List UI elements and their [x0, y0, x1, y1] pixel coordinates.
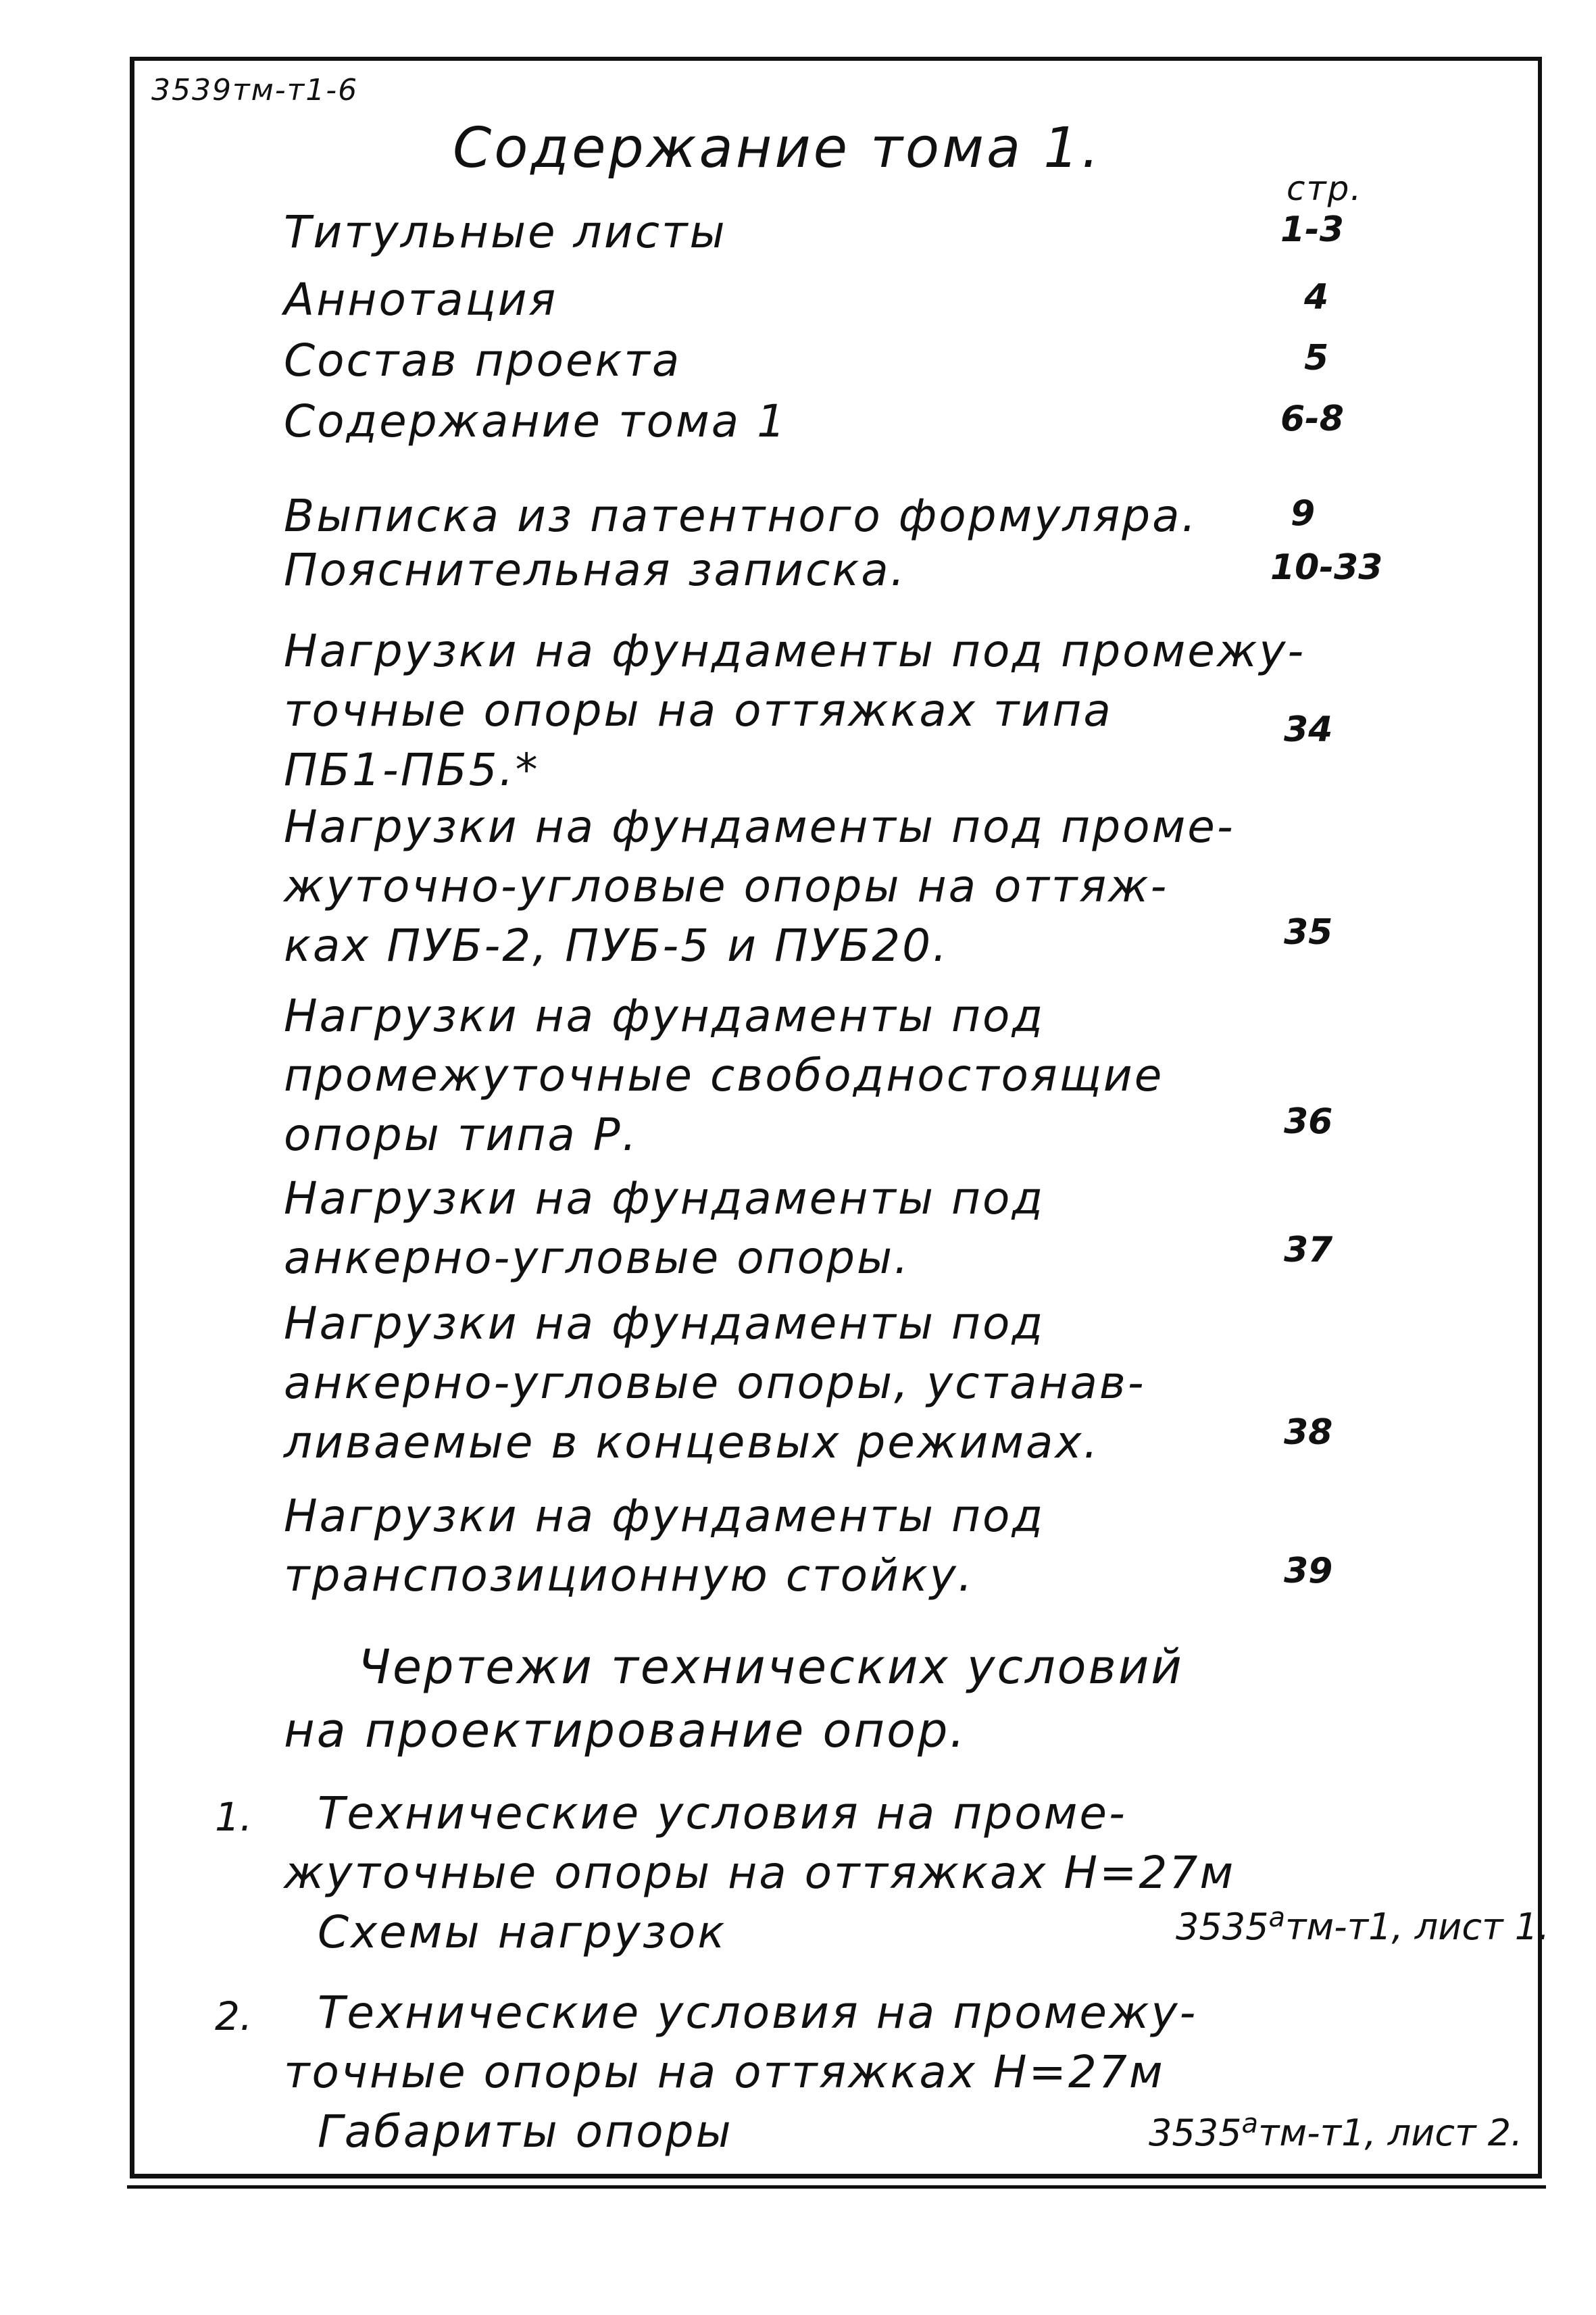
bottom-rule: [127, 2185, 1546, 2189]
tech-item-line: точные опоры на оттяжках H=27м: [284, 2046, 1165, 2098]
sheet-reference-superscript: а: [1241, 2108, 1258, 2139]
sheet-reference-superscript: а: [1268, 1902, 1285, 1933]
toc-entry-page: 10-33: [1270, 547, 1383, 588]
toc-entry: [284, 987, 1164, 1165]
sheet-reference: [1176, 1902, 1549, 1948]
toc-entry-page: 1-3: [1280, 209, 1344, 250]
toc-entry-line: точные опоры на оттяжках типа: [284, 684, 1113, 737]
tech-item: [284, 1983, 1197, 2162]
sheet-reference: [1149, 2108, 1522, 2154]
toc-entry-line: Пояснительная записка.: [284, 544, 907, 596]
section-heading-line: на проектирование опор.: [284, 1703, 967, 1758]
toc-entry-line: промежуточные свободностоящие: [284, 1049, 1164, 1101]
item-number: 1.: [215, 1794, 253, 1840]
toc-entry-page: 6-8: [1280, 399, 1344, 439]
page-column-header: стр.: [1287, 169, 1363, 208]
toc-entry-line: Нагрузки на фундаменты под проме-: [284, 801, 1235, 853]
toc-entry-line: Нагрузки на фундаменты под: [284, 1172, 1045, 1224]
sheet-reference-code: 3535: [1149, 2112, 1242, 2154]
toc-entry: [284, 797, 1235, 976]
sheet-reference-sheet: тм-т1, лист 2.: [1257, 2112, 1523, 2154]
toc-entry-line: анкерно-угловые опоры.: [284, 1232, 911, 1284]
toc-entry-line: Нагрузки на фундаменты под: [284, 990, 1045, 1042]
toc-entry: [284, 1169, 1045, 1288]
toc-entry-page: 34: [1284, 710, 1333, 750]
toc-entry-line: Выписка из патентного формуляра.: [284, 490, 1198, 542]
toc-entry-line: транспозиционную стойку.: [284, 1549, 974, 1601]
toc-entry-line: жуточно-угловые опоры на оттяж-: [284, 860, 1169, 912]
toc-entry-line: Содержание тома 1: [284, 395, 788, 447]
sheet-reference-sheet: тм-т1, лист 1.: [1285, 1906, 1550, 1948]
toc-entry: [284, 622, 1305, 800]
toc-entry-page: 37: [1284, 1230, 1333, 1270]
toc-entry-line: анкерно-угловые опоры, устанав-: [284, 1357, 1146, 1409]
tech-item-line: Габариты опоры: [318, 2106, 733, 2158]
tech-item-line: Технические условия на промежу-: [318, 1987, 1198, 2039]
toc-entry-page: 4: [1304, 277, 1329, 318]
toc-entry-page: 39: [1284, 1551, 1333, 1591]
toc-entry: [284, 487, 1198, 546]
toc-entry-line: опоры типа Р.: [284, 1109, 639, 1161]
toc-entry: [284, 392, 787, 451]
toc-entry-line: ливаемые в концевых режимах.: [284, 1416, 1100, 1468]
toc-entry-page: 38: [1284, 1412, 1333, 1453]
tech-item-line: Схемы нагрузок: [318, 1906, 727, 1958]
toc-entry-line: ПБ1-ПБ5.*: [284, 744, 540, 796]
toc-entry-line: ках ПУБ-2, ПУБ-5 и ПУБ20.: [284, 920, 949, 972]
tech-item-line: жуточные опоры на оттяжках H=27м: [284, 1847, 1236, 1899]
toc-entry-line: Нагрузки на фундаменты под: [284, 1490, 1045, 1542]
page-title: Содержание тома 1.: [453, 116, 1102, 180]
toc-entry-line: Состав проекта: [284, 334, 682, 387]
item-number: 2.: [215, 1993, 253, 2039]
toc-entry-line: Нагрузки на фундаменты под: [284, 1297, 1045, 1349]
toc-entry-page: 35: [1284, 912, 1333, 953]
toc-entry-line: Титульные листы: [284, 206, 727, 258]
toc-entry: [284, 331, 681, 391]
sheet-reference-code: 3535: [1176, 1906, 1269, 1948]
tech-item-line: Технические условия на проме-: [318, 1787, 1127, 1839]
section-heading-line: Чертежи технических условий: [358, 1639, 1184, 1695]
toc-entry: [284, 203, 727, 262]
toc-entry: [284, 541, 907, 600]
document-code: 3539тм-т1-6: [151, 73, 359, 107]
toc-entry-line: Нагрузки на фундаменты под промежу-: [284, 625, 1306, 677]
section-heading: [284, 1635, 1184, 1762]
tech-item: [284, 1784, 1235, 1962]
toc-entry-line: Аннотация: [284, 274, 558, 326]
toc-entry: [284, 270, 557, 330]
toc-entry-page: 36: [1284, 1101, 1333, 1142]
toc-entry: [284, 1487, 1045, 1605]
toc-entry: [284, 1294, 1146, 1472]
toc-entry-page: 9: [1291, 493, 1316, 534]
toc-entry-page: 5: [1304, 338, 1329, 378]
